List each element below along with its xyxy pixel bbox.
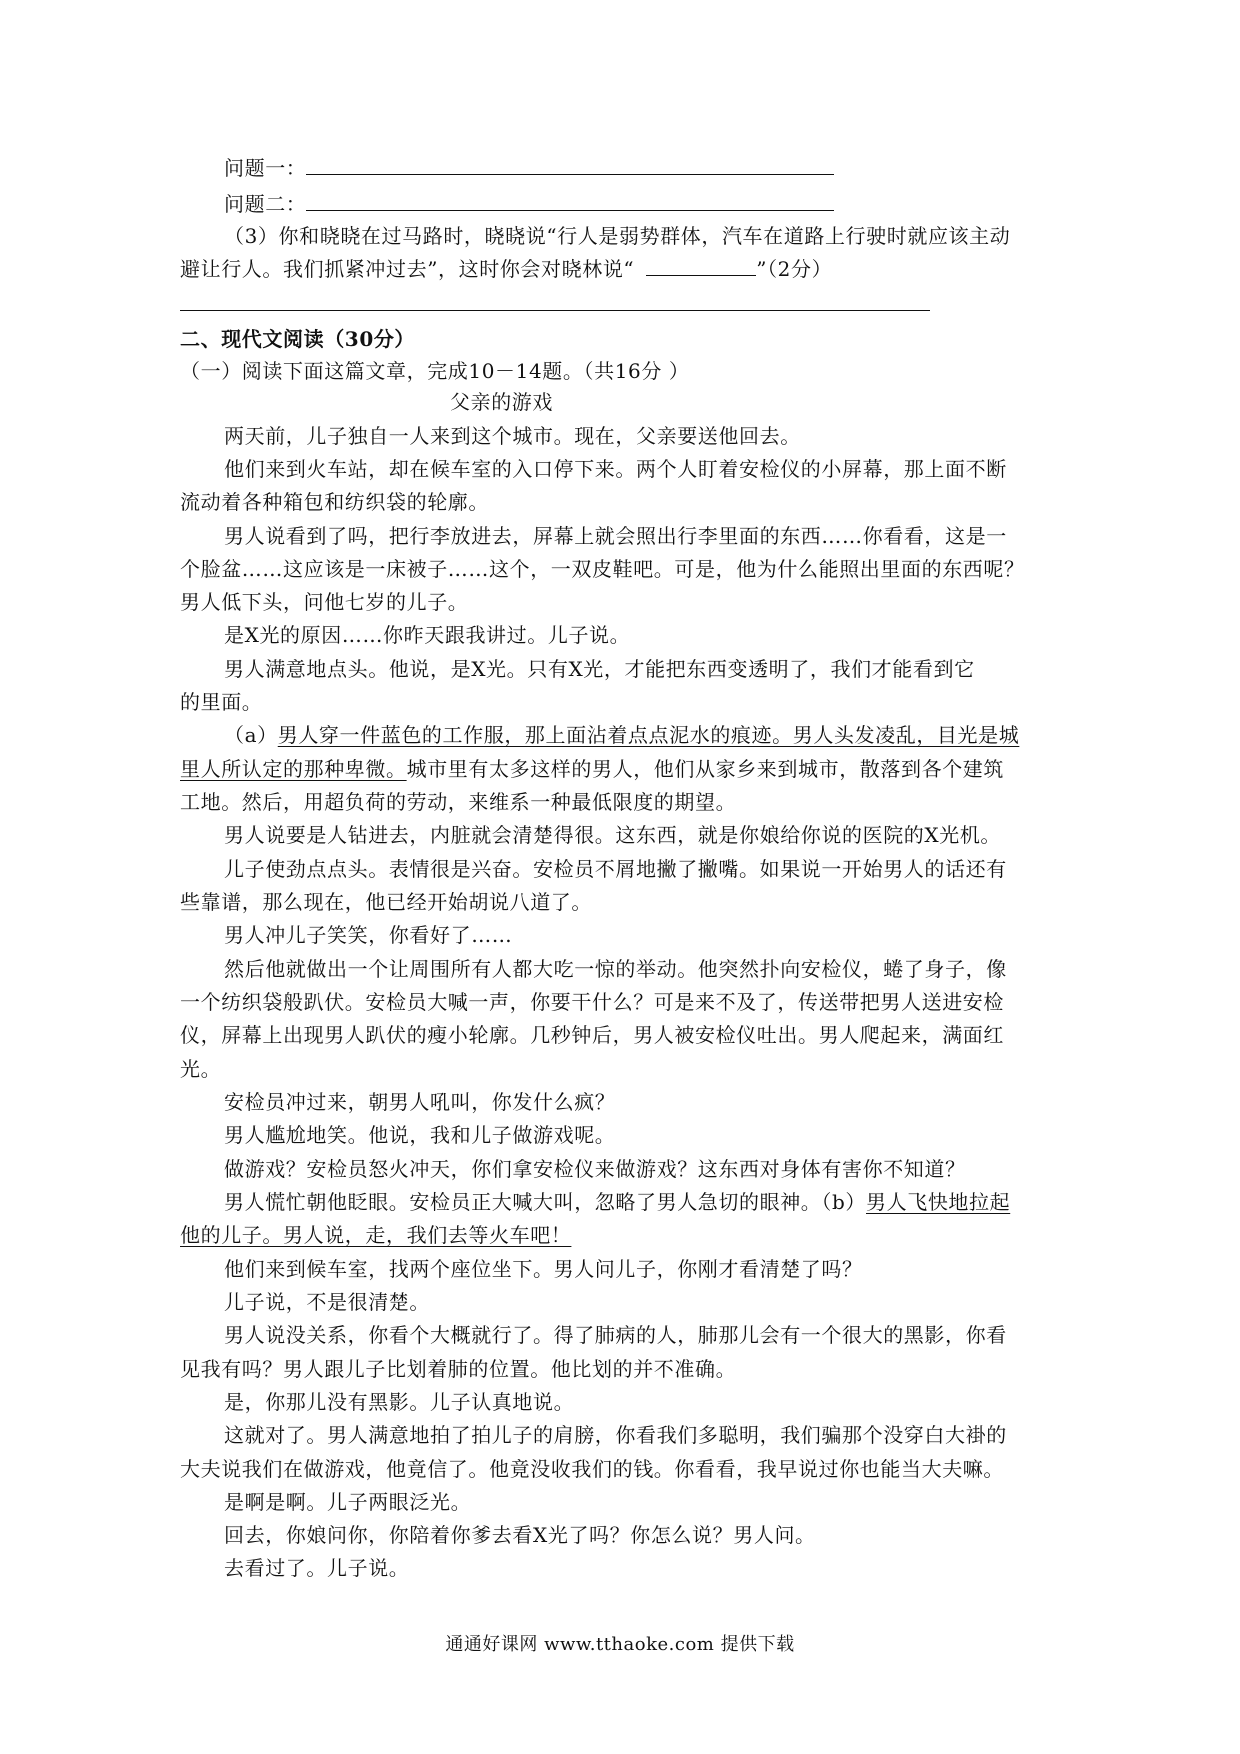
underlined-sentence-b: 男人飞快地拉起 xyxy=(866,1190,1011,1214)
paragraph-line: 他们来到火车站，却在候车室的入口停下来。两个人盯着安检仪的小屏幕，那上面不断 xyxy=(224,457,1007,481)
question-2 xyxy=(224,189,834,219)
paragraph-line: 男人冲儿子笑笑，你看好了…… xyxy=(224,923,513,947)
question-3-line-1: （3）你和晓晓在过马路时，晓晓说“行人是弱势群体，汽车在道路上行驶时就应该主动 xyxy=(224,224,1011,248)
paragraph-line: 这就对了。男人满意地拍了拍儿子的肩膀，你看我们多聪明，我们骗那个没穿白大褂的 xyxy=(224,1423,1007,1447)
question-2-label: 问题二： xyxy=(224,192,307,216)
paragraph-line: 做游戏？安检员怒火冲天，你们拿安检仪来做游戏？这东西对身体有害你不知道？ xyxy=(224,1157,966,1181)
paragraph-line: 儿子使劲点点头。表情很是兴奋。安检员不屑地撇了撇嘴。如果说一开始男人的话还有 xyxy=(224,857,1007,881)
paragraph-line: 些靠谱，那么现在，他已经开始胡说八道了。 xyxy=(180,890,592,914)
paragraph-line: 光。 xyxy=(180,1057,222,1081)
paragraph-line: 回去，你娘问你，你陪着你爹去看X光了吗？你怎么说？男人问。 xyxy=(224,1523,816,1547)
paragraph-line: 见我有吗？男人跟儿子比划着肺的位置。他比划的并不准确。 xyxy=(180,1357,737,1381)
paragraph-line: 个脸盆……这应该是一床被子……这个，一双皮鞋吧。可是，他为什么能照出里面的东西呢？ xyxy=(180,557,1025,581)
paragraph-line: 大夫说我们在做游戏，他竟信了。他竟没收我们的钱。你看看，我早说过你也能当大夫嘛。 xyxy=(180,1457,1004,1481)
underlined-sentence-a-end: 里人所认定的那种卑微。 xyxy=(180,757,407,781)
paragraph-line: 男人说看到了吗，把行李放进去，屏幕上就会照出行李里面的东西……你看看，这是一 xyxy=(224,524,1007,548)
question-3-score: ”（2分） xyxy=(756,257,833,281)
paragraph-line: 然后他就做出一个让周围所有人都大吃一惊的举动。他突然扑向安检仪，蜷了身子，像 xyxy=(224,957,1007,981)
paragraph-line: 仪，屏幕上出现男人趴伏的瘦小轮廓。几秒钟后，男人被安检仪吐出。男人爬起来，满面红 xyxy=(180,1023,1004,1047)
marker-a: （a） xyxy=(224,723,278,747)
paragraph-line-marked-a xyxy=(224,720,1019,750)
question-1-label: 问题一： xyxy=(224,156,307,180)
paragraph-line: 安检员冲过来，朝男人吼叫，你发什么疯？ xyxy=(224,1090,616,1114)
paragraph-line: 男人满意地点头。他说，是X光。只有X光，才能把东西变透明了，我们才能看到它 xyxy=(224,657,975,681)
paragraph-line: 流动着各种箱包和纺织袋的轮廓。 xyxy=(180,490,489,514)
paragraph-line: 他们来到候车室，找两个座位坐下。男人问儿子，你刚才看清楚了吗？ xyxy=(224,1257,863,1281)
underlined-sentence-b-end: 他的儿子。男人说，走，我们去等火车吧！ xyxy=(180,1223,572,1247)
paragraph-line: 工地。然后，用超负荷的劳动，来维系一种最低限度的期望。 xyxy=(180,790,737,814)
underlined-sentence-a: 男人穿一件蓝色的工作服，那上面沾着点点泥水的痕迹。男人头发凌乱，目光是城 xyxy=(277,723,1020,747)
paragraph-line: 男人说要是人钻进去，内脏就会清楚得很。这东西，就是你娘给你说的医院的X光机。 xyxy=(224,823,1002,847)
question-1 xyxy=(224,153,834,183)
paragraph-line: 一个纺织袋般趴伏。安检员大喊一声，你要干什么？可是来不及了，传送带把男人送进安检 xyxy=(180,990,1004,1014)
paragraph-line: 是啊是啊。儿子两眼泛光。 xyxy=(224,1490,472,1514)
paragraph-line: 去看过了。儿子说。 xyxy=(224,1556,410,1580)
question-2-answer-blank[interactable] xyxy=(306,192,834,211)
question-3-line-2 xyxy=(180,254,832,284)
paragraph-line xyxy=(180,1220,571,1250)
paragraph-line: 儿子说，不是很清楚。 xyxy=(224,1290,430,1314)
paragraph-line: 男人说没关系，你看个大概就行了。得了肺病的人，肺那儿会有一个很大的黑影，你看 xyxy=(224,1323,1007,1347)
paragraph-line-marked-b xyxy=(224,1187,1010,1217)
paragraph-line: 是，你那儿没有黑影。儿子认真地说。 xyxy=(224,1390,575,1414)
paragraph-line: 男人低下头，问他七岁的儿子。 xyxy=(180,590,469,614)
footer-watermark: 通通好课网 www.tthaoke.com 提供下载 xyxy=(445,1634,795,1655)
paragraph-text: 男人慌忙朝他眨眼。安检员正大喊大叫，忽略了男人急切的眼神。（b） xyxy=(224,1190,867,1214)
paragraph-line: 两天前，儿子独自一人来到这个城市。现在，父亲要送他回去。 xyxy=(224,424,801,448)
section-heading: 二、现代文阅读（30分） xyxy=(180,327,416,351)
paragraph-line: 的里面。 xyxy=(180,690,263,714)
question-1-answer-blank[interactable] xyxy=(306,156,834,175)
question-3-prompt: 避让行人。我们抓紧冲过去”，这时你会对晓林说“ xyxy=(180,257,635,281)
paragraph-line: 是X光的原因……你昨天跟我讲过。儿子说。 xyxy=(224,623,631,647)
sub-section-heading: （一）阅读下面这篇文章，完成10－14题。（共16分 ） xyxy=(180,359,690,383)
paragraph-text: 城市里有太多这样的男人，他们从家乡来到城市，散落到各个建筑 xyxy=(406,757,1005,781)
question-3-inline-blank[interactable] xyxy=(646,257,756,276)
paragraph-line xyxy=(180,754,1004,784)
question-3-answer-line[interactable] xyxy=(180,310,930,311)
paragraph-line: 男人尴尬地笑。他说，我和儿子做游戏呢。 xyxy=(224,1123,616,1147)
article-title: 父亲的游戏 xyxy=(450,390,553,414)
